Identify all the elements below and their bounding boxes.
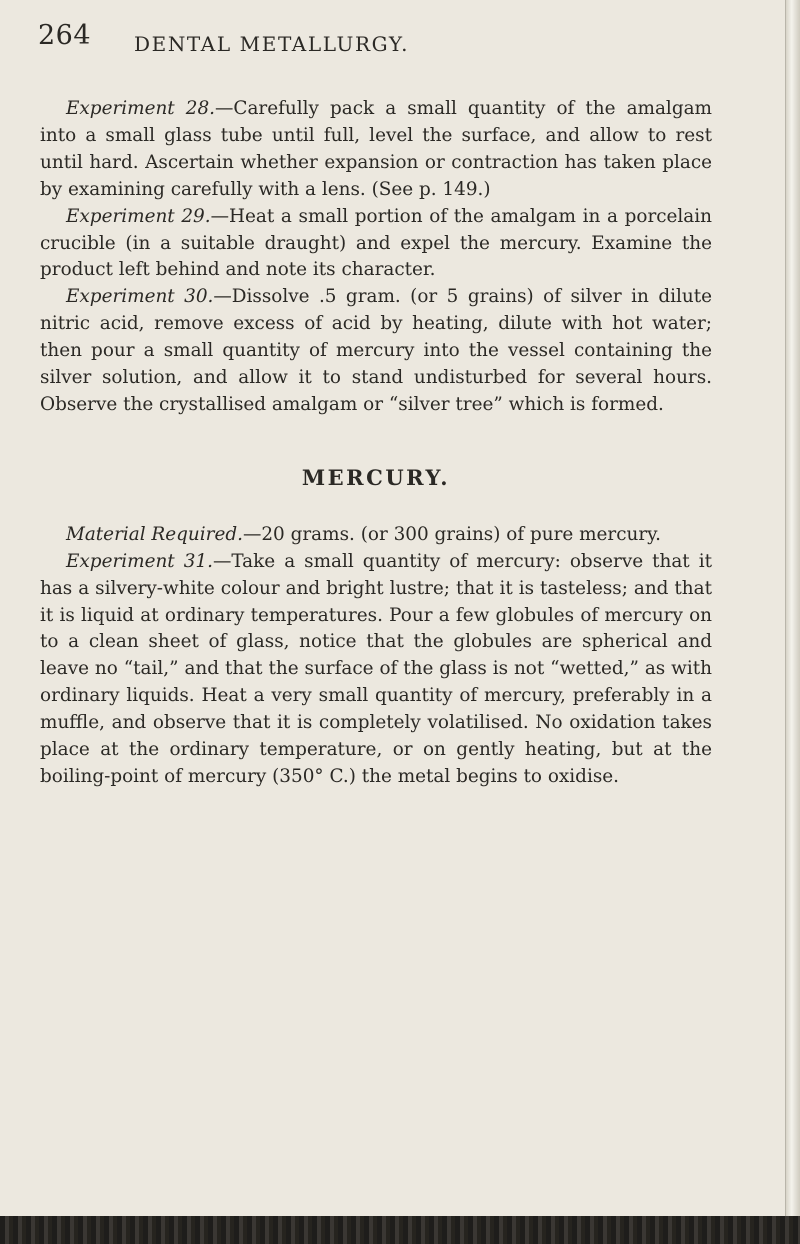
paragraph-body: —Dissolve .5 gram. (or 5 grains) of silver in dilute nitric acid, remove excess of acid by heating, dilute with hot water; then pour a small quantity of mercury into the vessel containing the silver solution, and allow it to stand undisturbed for several hours. Observe the crystallised amalgam or “silver tree” which is formed. [40,286,712,415]
paragraph-experiment-31 [40,549,712,791]
experiment-label: Experiment 28. [66,98,215,119]
paragraph-body: —Carefully pack a small quantity of the amalgam into a small glass tube until full, level the surface, and allow to rest until hard. Ascertain whether expansion or contraction has taken place by examining carefully with a lens. (See p. 149.) [40,98,712,200]
paragraph-body: —Take a small quantity of mercury: observe that it has a silvery-white colour and bright lustre; that it is tasteless; and that it is liquid at ordinary temperatures. Pour a few globules of mercury on to a clean sheet of glass, notice that the globules are spherical and leave no “tail,” and that the surface of the glass is not “wetted,” as with ordinary liquids. Heat a very small quantity of mercury, preferably in a muffle, and observe that it is completely volatilised. No oxidation takes place at the ordinary temperature, or on gently heating, but at the boiling-point of mercury (350° C.) the metal begins to oxidise. [40,550,712,787]
section-heading: MERCURY. [301,464,451,490]
paragraph-experiment-30 [40,284,712,419]
paragraph-experiment-28 [40,96,712,204]
paragraph-body: —Heat a small portion of the amalgam in a porcelain crucible (in a suitable draught) and expel the mercury. Examine the product left behind and note its character. [40,205,712,281]
paragraph-experiment-29 [40,204,712,285]
material-label: Material Required. [66,523,243,545]
body-text [40,96,712,791]
running-title: DENTAL METALLURGY. [134,32,410,56]
paragraph-material-required [40,522,712,549]
page-number: 264 [38,20,92,51]
experiment-label: Experiment 30. [66,286,214,308]
experiment-label: Experiment 31. [66,550,213,572]
paragraph-body: —20 grams. (or 300 grains) of pure mercury. [242,523,661,545]
page-header [38,12,758,64]
page-edge [785,0,800,1244]
experiment-label: Experiment 29. [66,205,211,227]
scan-bottom-edge [0,1216,800,1244]
